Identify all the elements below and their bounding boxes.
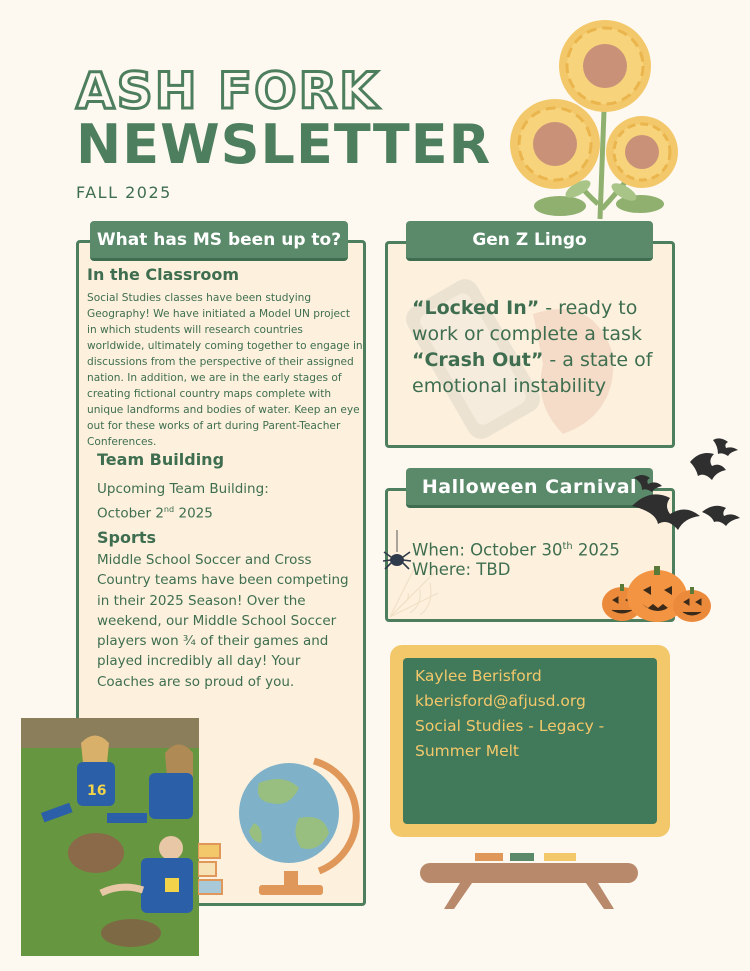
spider-icon — [382, 530, 412, 572]
contact-card — [403, 658, 657, 824]
sunflower-illustration — [500, 14, 685, 224]
teacher-role: Social Studies - Legacy - — [415, 717, 605, 735]
teacher-role-cont: Summer Melt — [415, 742, 519, 760]
halloween-where: Where: TBD — [412, 560, 511, 579]
classroom-heading: In the Classroom — [87, 265, 239, 284]
team-building-date: October 2nd 2025 — [97, 504, 213, 522]
newsletter-title-line1: ASH FORK — [76, 62, 380, 120]
team-building-line: Upcoming Team Building: — [97, 481, 269, 497]
halloween-when: When: October 30th 2025 — [412, 540, 620, 560]
halloween-tab: Halloween Carnival — [406, 468, 653, 508]
soccer-players-photo — [21, 718, 199, 956]
lingo-entries — [412, 295, 662, 399]
bat — [713, 438, 738, 456]
genz-lingo-tab: Gen Z Lingo — [406, 221, 653, 261]
teacher-name: Kaylee Berisford — [415, 667, 542, 685]
svg-text:16: 16 — [87, 783, 107, 799]
ms-section-tab: What has MS been up to? — [90, 221, 348, 261]
genz-lingo-box — [385, 241, 675, 448]
globe-illustration — [229, 753, 364, 903]
classroom-body: Social Studies classes have been studying Geography! We have initiated a Model UN project in which students will research countries worldwide, ultimately coming together to engage in discussions from the perspective of their assigned nation. In addition, we are in the early stages of creating fictional country maps complete with unique landforms and bodies of water. Keep an eye out for these works of art during Parent-Teacher Conferences. — [87, 292, 363, 448]
leaf — [534, 196, 586, 216]
season-label: FALL 2025 — [76, 183, 172, 202]
newsletter-title-line2: NEWSLETTER — [76, 113, 492, 176]
lingo-entry: “Locked In” - ready to work or complete a task — [412, 297, 642, 345]
sports-heading: Sports — [97, 528, 157, 547]
bat — [690, 453, 726, 480]
lingo-entry: “Crash Out” - a state of emotional instability — [412, 349, 653, 397]
sunflower-left — [510, 99, 600, 189]
bat — [634, 475, 662, 492]
pumpkins-illustration — [600, 562, 715, 624]
team-building-heading: Team Building — [97, 450, 225, 469]
easel-illustration — [420, 835, 640, 911]
sunflower-right — [606, 116, 678, 188]
bat — [702, 506, 740, 526]
books-illustration — [198, 840, 224, 900]
bats-illustration — [628, 432, 750, 532]
sunflower-top — [559, 20, 651, 112]
bat — [632, 494, 700, 530]
teacher-email[interactable]: kberisford@afjusd.org — [415, 692, 586, 710]
team-building-text — [97, 479, 269, 524]
contact-chalkboard — [390, 645, 670, 837]
sports-body: Middle School Soccer and Cross Country teams have been competing in their 2025 Season! Over the weekend, our Middle School Soccer players won ¾ of their games and played incredibly all day! Your Coaches are so proud of you. — [97, 552, 349, 690]
